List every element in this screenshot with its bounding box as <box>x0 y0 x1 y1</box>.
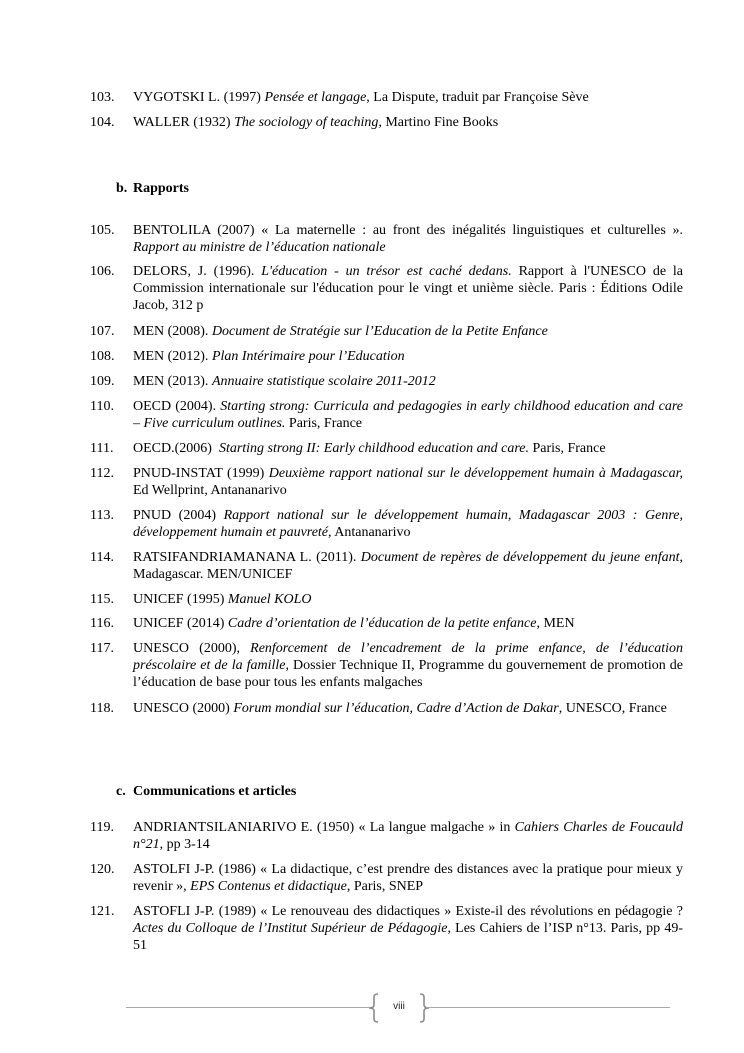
reference-number: 121. <box>90 904 115 919</box>
reference-text: OECD.(2006) Starting strong II: Early childhood education and care. Paris, France <box>133 441 606 456</box>
reference-text: UNESCO (2000), Renforcement de l’encadrement de la prime enfance, de l’éducation préscolaire et de la famille, Dossier Technique II, Programme du gouvernement de promotion de l’éducation de base pour tous les enfants malgaches <box>133 641 684 690</box>
section-heading-rapports: b. Rapports <box>116 181 190 196</box>
reference-110 <box>90 398 683 432</box>
reference-number: 119. <box>90 820 114 835</box>
reference-number: 105. <box>90 223 115 238</box>
reference-text: RATSIFANDRIAMANANA L. (2011). Document de repères de développement du jeune enfant, Madagascar. MEN/UNICEF <box>133 550 683 582</box>
reference-106 <box>90 263 683 314</box>
reference-text: PNUD-INSTAT (1999) Deuxième rapport national sur le développement humain à Madagascar, Ed Wellprint, Antananarivo <box>133 466 684 498</box>
reference-text: MEN (2008). Document de Stratégie sur l’Education de la Petite Enfance <box>133 324 548 339</box>
reference-116 <box>90 615 683 632</box>
reference-text: ASTOLFI J-P. (1986) « La didactique, c’est prendre des distances avec la pratique pour mieux y revenir », EPS Contenus et didactique, Paris, SNEP <box>133 862 683 894</box>
reference-121 <box>90 903 683 954</box>
reference-114 <box>90 549 683 583</box>
reference-112 <box>90 465 683 499</box>
reference-107 <box>90 323 683 340</box>
reference-text: MEN (2012). Plan Intérimaire pour l’Education <box>133 349 405 364</box>
reference-text: UNESCO (2000) Forum mondial sur l’éducation, Cadre d’Action de Dakar, UNESCO, France <box>133 701 667 716</box>
reference-text: UNICEF (2014) Cadre d’orientation de l’éducation de la petite enfance, MEN <box>133 616 575 631</box>
reference-number: 108. <box>90 349 115 364</box>
reference-105 <box>90 222 683 256</box>
reference-text: UNICEF (1995) Manuel KOLO <box>133 592 312 607</box>
reference-117 <box>90 640 683 691</box>
reference-number: 116. <box>90 616 114 631</box>
reference-number: 112. <box>90 466 114 481</box>
section-heading-communications: c. Communications et articles <box>116 784 297 799</box>
reference-number: 106. <box>90 264 115 279</box>
page-footer <box>0 990 744 1030</box>
reference-109 <box>90 373 683 390</box>
reference-text: ASTOFLI J-P. (1989) « Le renouveau des didactiques » Existe-il des révolutions en pédagogie ? Actes du Colloque de l’Institut Supérieur de Pédagogie, Les Cahiers de l’ISP n°13. Paris, pp 49-51 <box>133 904 683 953</box>
reference-text: WALLER (1932) The sociology of teaching, Martino Fine Books <box>133 115 499 130</box>
reference-text: BENTOLILA (2007) « La maternelle : au front des inégalités linguistiques et culturelles ». Rapport au ministre de l’éducation nationale <box>133 223 683 255</box>
reference-number: 111. <box>90 441 114 456</box>
reference-118 <box>90 700 683 717</box>
reference-text: PNUD (2004) Rapport national sur le développement humain, Madagascar 2003 : Genre, développement humain et pauvreté, Antananarivo <box>133 508 683 540</box>
reference-number: 120. <box>90 862 115 877</box>
reference-number: 118. <box>90 701 114 716</box>
reference-number: 107. <box>90 324 115 339</box>
reference-111 <box>90 440 683 457</box>
reference-number: 109. <box>90 374 115 389</box>
reference-text: DELORS, J. (1996). L'éducation - un trésor est caché dedans. Rapport à l'UNESCO de la Commission internationale sur l'éducation pour le vingt et unième siècle. Paris : Éditions Odile Jacob, 312 p <box>133 264 684 313</box>
page-number: viii <box>393 1001 405 1012</box>
reference-number: 110. <box>90 399 114 414</box>
footer-rule-left <box>126 1007 369 1008</box>
reference-number: 103. <box>90 90 115 105</box>
reference-number: 117. <box>90 641 114 656</box>
reference-text: ANDRIANTSILANIARIVO E. (1950) « La langue malgache » in Cahiers Charles de Foucauld n°21, pp 3-14 <box>133 820 683 852</box>
reference-119 <box>90 819 683 853</box>
footer-rule-right <box>426 1007 670 1008</box>
reference-number: 114. <box>90 550 114 565</box>
reference-number: 115. <box>90 592 114 607</box>
reference-115 <box>90 591 683 608</box>
reference-text: VYGOTSKI L. (1997) Pensée et langage, La Dispute, traduit par Françoise Sève <box>133 90 589 105</box>
reference-120 <box>90 861 683 895</box>
reference-text: MEN (2013). Annuaire statistique scolaire 2011-2012 <box>133 374 436 389</box>
reference-103 <box>90 89 683 106</box>
reference-text: OECD (2004). Starting strong: Curricula and pedagogies in early childhood education and care – Five curriculum outlines. Paris, France <box>133 399 683 431</box>
reference-number: 113. <box>90 508 114 523</box>
right-brace-icon <box>418 993 430 1023</box>
reference-number: 104. <box>90 115 115 130</box>
reference-104 <box>90 114 683 131</box>
reference-113 <box>90 507 683 541</box>
reference-108 <box>90 348 683 365</box>
